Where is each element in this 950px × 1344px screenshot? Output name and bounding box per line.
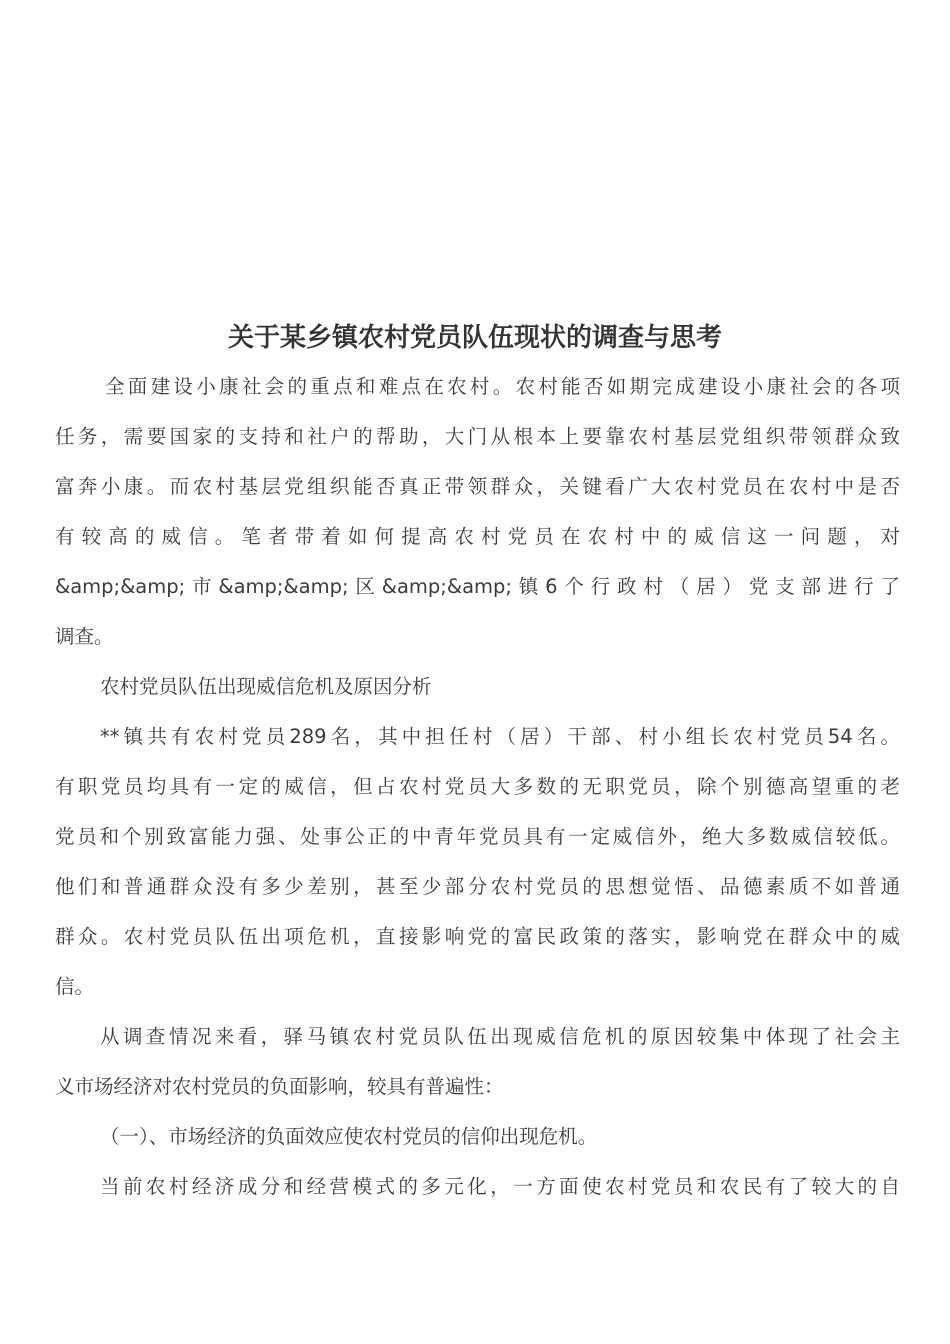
paragraph-line: **镇共有农村党员289名，其中担任村（居）干部、村小组长农村党员54名。 — [100, 725, 900, 748]
section-heading: 农村党员队伍出现威信危机及原因分析 — [100, 675, 432, 698]
paragraph-line: 他们和普通群众没有多少差别，甚至少部分农村党员的思想觉悟、品德素质不如普通 — [55, 875, 900, 898]
document-title: 关于某乡镇农村党员队伍现状的调查与思考 — [227, 323, 722, 353]
paragraph-line: 群众。农村党员队伍出项危机，直接影响党的富民政策的落实，影响党在群众中的威 — [55, 925, 900, 948]
paragraph-line: 全面建设小康社会的重点和难点在农村。农村能否如期完成建设小康社会的各项 — [105, 375, 900, 398]
paragraph-line: 义市场经济对农村党员的负面影响，较具有普遍性： — [55, 1075, 504, 1098]
paragraph-line: 从调查情况来看，驿马镇农村党员队伍出现威信危机的原因较集中体现了社会主 — [100, 1025, 900, 1048]
paragraph-line: 富奔小康。而农村基层党组织能否真正带领群众，关键看广大农村党员在农村中是否 — [55, 475, 900, 498]
paragraph-line: 有职党员均具有一定的威信，但占农村党员大多数的无职党员，除个别德高望重的老 — [55, 775, 900, 798]
paragraph-line: 有较高的威信。笔者带着如何提高农村党员在农村中的威信这一问题，对 — [55, 525, 900, 548]
paragraph-line: 党员和个别致富能力强、处事公正的中青年党员具有一定威信外，绝大多数威信较低。 — [55, 825, 900, 848]
paragraph-line: &amp;&amp;市&amp;&amp;区&amp;&amp;镇6个行政村（居）党支部进行了 — [55, 575, 900, 598]
paragraph-line: 信。 — [55, 975, 95, 998]
paragraph-line: 调查。 — [55, 625, 114, 648]
paragraph-line: 当前农村经济成分和经营模式的多元化，一方面使农村党员和农民有了较大的自 — [100, 1175, 900, 1198]
paragraph-line: 任务，需要国家的支持和社户的帮助，大门从根本上要靠农村基层党组织带领群众致 — [55, 425, 900, 448]
section-subheading: （一）、市场经济的负面效应使农村党员的信仰出现危机。 — [100, 1125, 598, 1148]
